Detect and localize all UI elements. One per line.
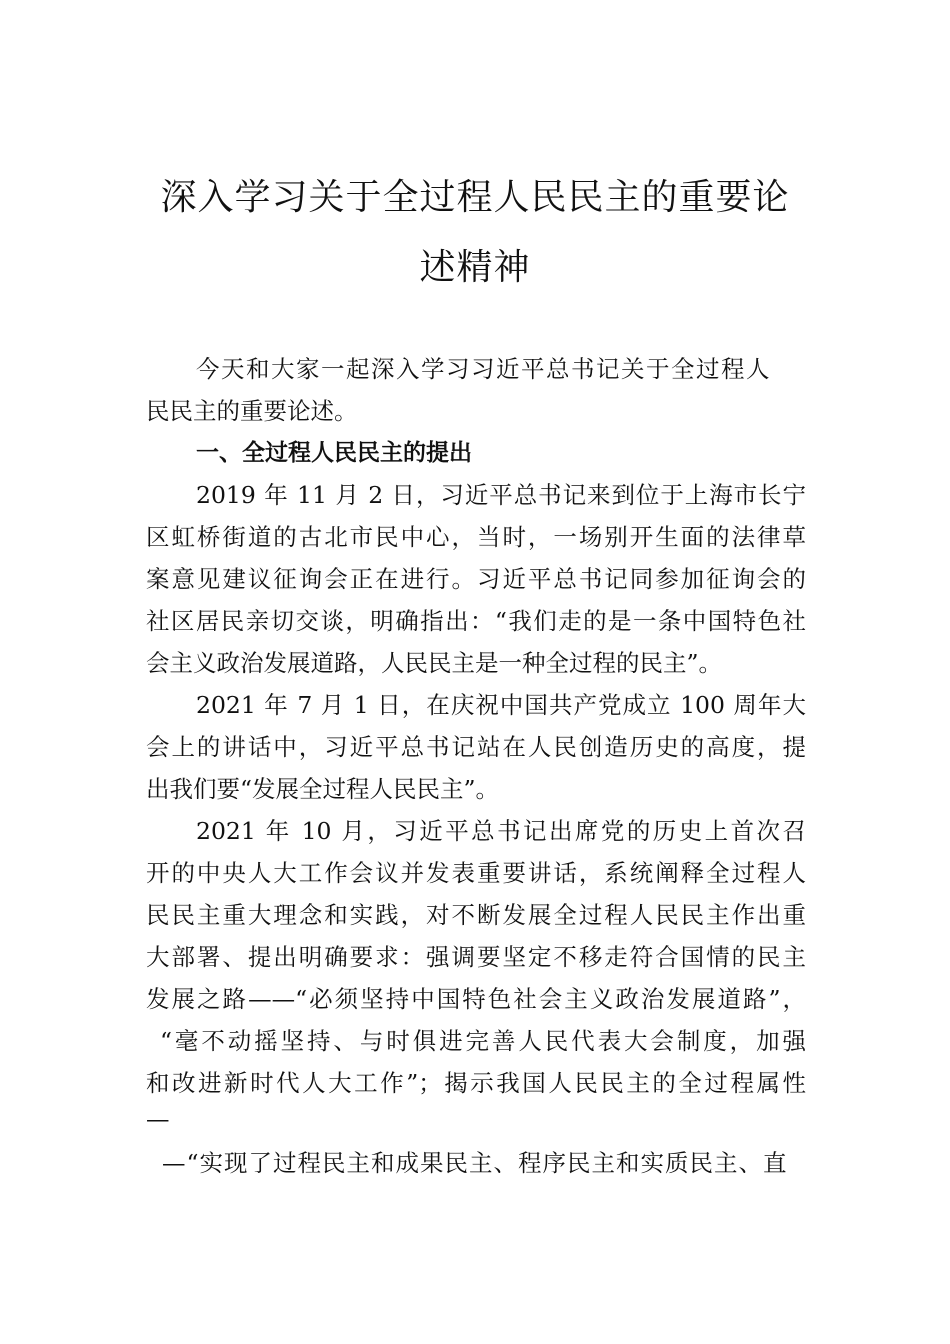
- paragraph-line: 社区居民亲切交谈，明确指出：“我们走的是一条中国特色社: [146, 607, 806, 635]
- section-heading: 一、全过程人民民主的提出: [196, 440, 472, 466]
- paragraph-line: 和改进新时代人大工作”；揭示我国人民民主的全过程属性: [146, 1069, 806, 1097]
- paragraph-line: 案意见建议征询会正在进行。习近平总书记同参加征询会的: [146, 565, 806, 593]
- paragraph-line: —: [146, 1105, 170, 1133]
- paragraph-line: 会主义政治发展道路，人民民主是一种全过程的民主”。: [146, 649, 723, 677]
- intro-line-2: 民民主的重要论述。: [146, 397, 358, 425]
- paragraph-line: “毫不动摇坚持、与时俱进完善人民代表大会制度，加强: [160, 1027, 806, 1055]
- paragraph-line: 发展之路——“必须坚持中国特色社会主义政治发展道路”，: [146, 985, 806, 1013]
- intro-line-1: 今天和大家一起深入学习习近平总书记关于全过程人: [196, 355, 771, 383]
- paragraph-line: 开的中央人大工作会议并发表重要讲话，系统阐释全过程人: [146, 859, 806, 887]
- paragraph-line: —“实现了过程民主和成果民主、程序民主和实质民主、直: [162, 1149, 788, 1177]
- paragraph-line: 民民主重大理念和实践，对不断发展全过程人民民主作出重: [146, 901, 806, 929]
- paragraph-line: 大部署、提出明确要求：强调要坚定不移走符合国情的民主: [146, 943, 806, 971]
- paragraph-line: 会上的讲话中，习近平总书记站在人民创造历史的高度，提: [146, 733, 806, 761]
- paragraph-line: 2021 年 10 月，习近平总书记出席党的历史上首次召: [196, 817, 806, 845]
- document-title-line-2: 述精神: [419, 247, 531, 288]
- paragraph-line: 出我们要“发展全过程人民民主”。: [146, 775, 500, 803]
- paragraph-line: 区虹桥街道的古北市民中心，当时，一场别开生面的法律草: [146, 523, 806, 551]
- document-title-line-1: 深入学习关于全过程人民民主的重要论: [160, 177, 790, 218]
- paragraph-line: 2019 年 11 月 2 日，习近平总书记来到位于上海市长宁: [196, 481, 806, 509]
- paragraph-line: 2021 年 7 月 1 日，在庆祝中国共产党成立 100 周年大: [196, 691, 806, 719]
